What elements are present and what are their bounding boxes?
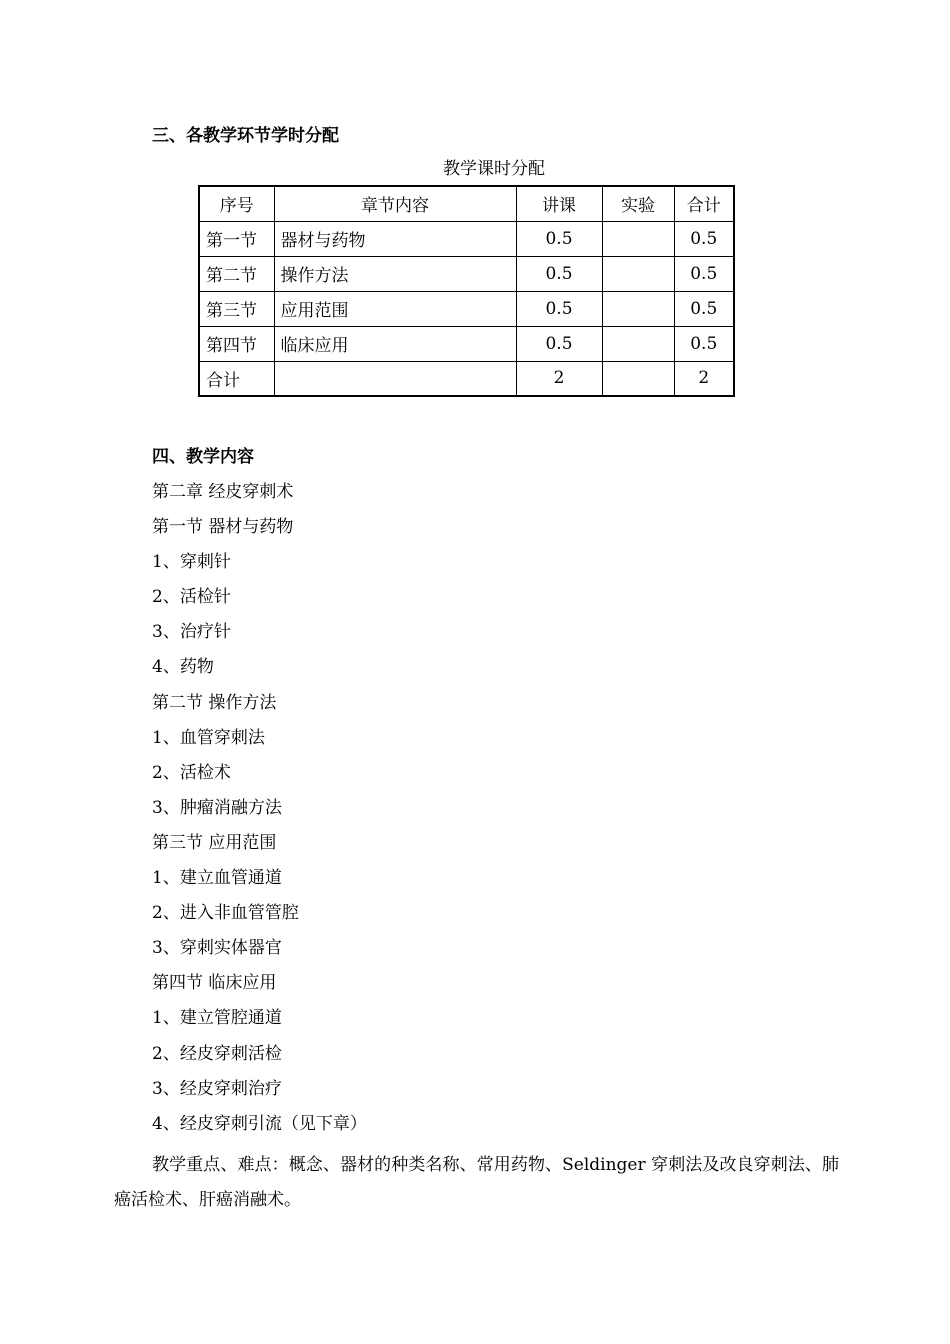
header-lab: 实验	[602, 186, 674, 221]
cell-lab	[602, 256, 674, 291]
cell-lab	[602, 361, 674, 396]
list-item: 1、建立管腔通道	[152, 1008, 282, 1029]
header-total: 合计	[674, 186, 734, 221]
cell-content: 应用范围	[274, 291, 516, 326]
list-item: 1、建立血管通道	[152, 868, 282, 889]
list-item: 2、进入非血管管腔	[152, 903, 299, 924]
cell-total: 0.5	[674, 291, 734, 326]
teaching-content-list	[152, 480, 367, 1147]
hours-allocation-table	[198, 185, 735, 397]
list-item: 3、经皮穿刺治疗	[152, 1078, 282, 1099]
table-row	[199, 291, 734, 326]
cell-content: 临床应用	[274, 326, 516, 361]
cell-lab	[602, 221, 674, 256]
list-item: 3、穿刺实体器官	[152, 938, 282, 959]
list-item: 2、活检针	[152, 587, 231, 608]
cell-total: 2	[674, 361, 734, 396]
list-item: 2、经皮穿刺活检	[152, 1043, 282, 1064]
list-item: 2、活检术	[152, 762, 231, 783]
list-item: 3、肿瘤消融方法	[152, 797, 282, 818]
section-4-heading: 四、教学内容	[152, 447, 254, 467]
table-row	[199, 221, 734, 256]
cell-lab	[602, 326, 674, 361]
cell-total: 0.5	[674, 326, 734, 361]
cell-content: 器材与药物	[274, 221, 516, 256]
cell-seq: 第三节	[199, 291, 274, 326]
table-total-row	[199, 361, 734, 396]
section-3-heading: 三、各教学环节学时分配	[152, 126, 339, 146]
cell-content	[274, 361, 516, 396]
header-seq: 序号	[199, 186, 274, 221]
cell-lab	[602, 291, 674, 326]
cell-lecture: 0.5	[516, 291, 602, 326]
table-row	[199, 256, 734, 291]
cell-total: 0.5	[674, 221, 734, 256]
section-title: 第三节 应用范围	[152, 832, 277, 853]
cell-seq: 第四节	[199, 326, 274, 361]
list-item: 3、治疗针	[152, 622, 231, 643]
list-item: 1、血管穿刺法	[152, 727, 265, 748]
section-title: 第四节 临床应用	[152, 973, 277, 994]
cell-seq: 合计	[199, 361, 274, 396]
list-item: 4、药物	[152, 657, 214, 678]
cell-lecture: 0.5	[516, 326, 602, 361]
header-lecture: 讲课	[516, 186, 602, 221]
list-item: 1、穿刺针	[152, 552, 231, 573]
table-row	[199, 326, 734, 361]
cell-lecture: 0.5	[516, 256, 602, 291]
cell-lecture: 2	[516, 361, 602, 396]
cell-content: 操作方法	[274, 256, 516, 291]
table-header-row	[199, 186, 734, 221]
cell-lecture: 0.5	[516, 221, 602, 256]
cell-total: 0.5	[674, 256, 734, 291]
chapter-title: 第二章 经皮穿刺术	[152, 482, 294, 502]
section-title: 第二节 操作方法	[152, 692, 277, 713]
key-points-paragraph: 教学重点、难点：概念、器材的种类名称、常用药物、Seldinger 穿刺法及改良穿刺法、肺癌活检术、肝癌消融术。	[114, 1155, 839, 1210]
cell-seq: 第二节	[199, 256, 274, 291]
section-title: 第一节 器材与药物	[152, 517, 294, 538]
cell-seq: 第一节	[199, 221, 274, 256]
table-caption: 教学课时分配	[443, 159, 545, 179]
list-item: 4、经皮穿刺引流（见下章）	[152, 1113, 367, 1134]
header-content: 章节内容	[274, 186, 516, 221]
